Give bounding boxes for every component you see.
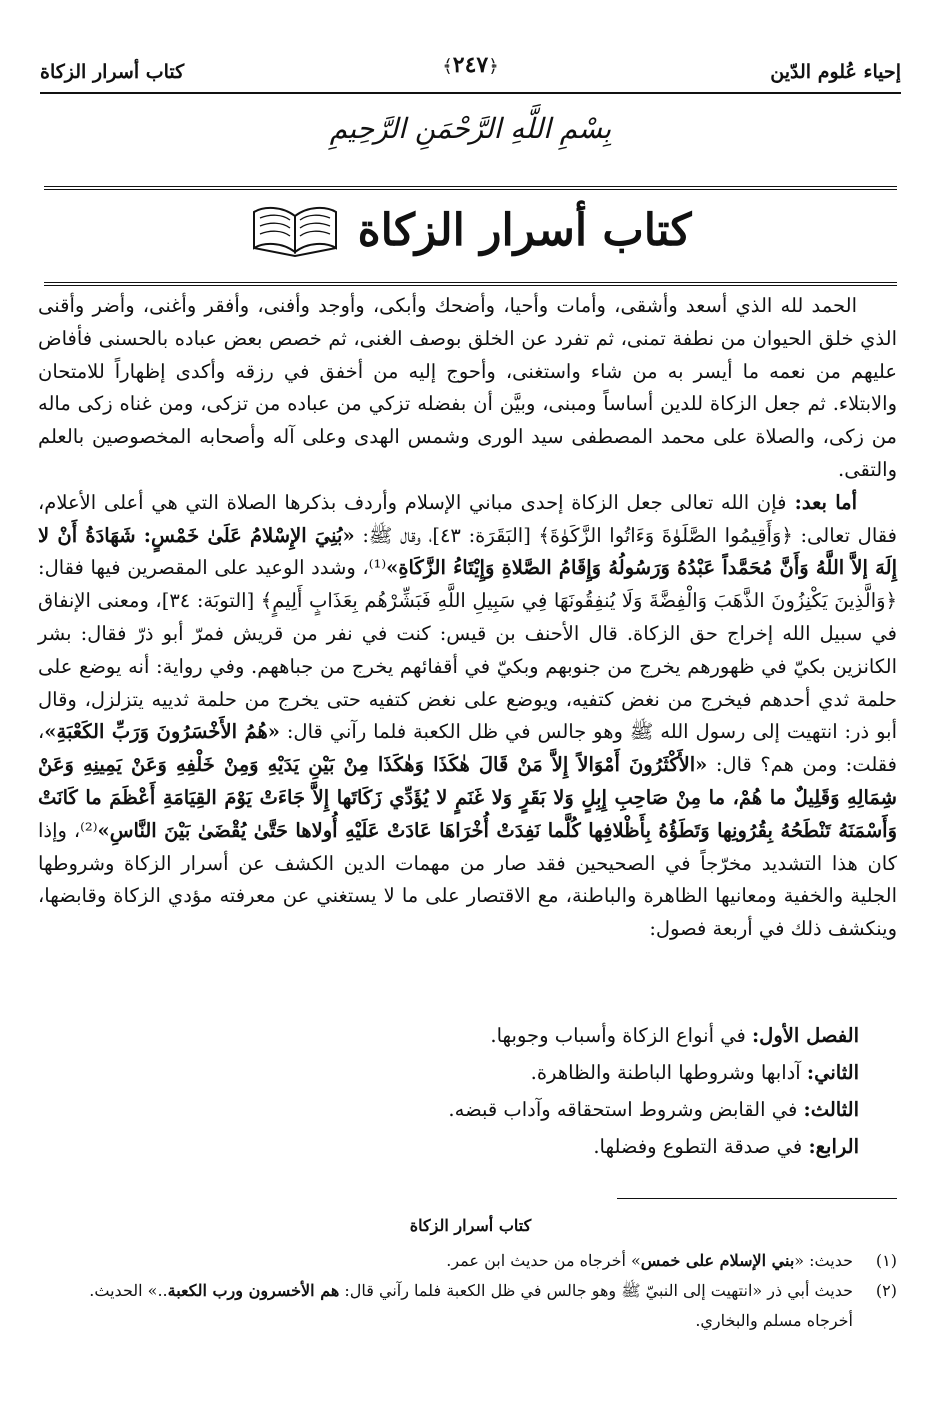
ornament-left-icon: ﴾	[442, 56, 453, 77]
sections-list	[448, 1017, 859, 1165]
page-header	[40, 52, 901, 92]
footnote-divider	[617, 1198, 897, 1199]
list-item: الفصل الأول: في أنواع الزكاة وأسباب وجوبها.	[490, 1024, 859, 1047]
paragraph-main: أما بعد: فإن الله تعالى جعل الزكاة إحدى مباني الإسلام وأردف بذكرها الصلاة التي هي أعلى الأعلام، فقال تعالى: ﴿وَأَقِيمُوا الصَّلَوٰةَ وَءَاتُوا الزَّكَوٰةَ﴾ [البَقَرَة: ٤٣]، وقال ﷺ: «بُنِيَ الإِسْلامُ عَلَىٰ خَمْسٍ: شَهَادَةُ أَنْ لا إِلَهَ إلاَّ اللَّهُ وَأَنَّ مُحَمَّداً عَبْدُهُ وَرَسُولُهُ وَإِقَامُ الصَّلاةِ وَإِيْتَاءُ الزَّكَاةِ»⁽¹⁾، وشدد الوعيد على المقصرين فيها فقال: ﴿وَالَّذِينَ يَكْنِزُونَ الذَّهَبَ وَالْفِضَّةَ وَلَا يُنفِقُونَهَا فِي سَبِيلِ اللَّهِ فَبَشِّرْهُم بِعَذَابٍ أَلِيمٍ﴾ [التوبَة: ٣٤]، ومعنى الإنفاق في سبيل الله إخراج حق الزكاة. قال الأحنف بن قيس: كنت في نفر من قريش فمرّ أبو ذرّ فقال: بشر الكانزين بكيّ في ظهورهم يخرج من جنوبهم وبكيّ في أقفائهم يخرج من جباههم. وفي رواية: أنه يوضع على حلمة ثدي أحدهم فيخرج من نغض كتفيه، ويوضع على نغض كتفيه حتى يخرج من حلمة ثدييه يتزلزل، وقال أبو ذر: انتهيت إلى رسول الله ﷺ وهو جالس في ظل الكعبة فلما رآني قال: «هُمُ الأَخْسَرُونَ وَرَبِّ الكَعْبَةِ»، فقلت: ومن هم؟ قال: «الأَكْثَرُونَ أَمْوَالاً إِلاَّ مَنْ قَالَ هٰكَذَا وَهٰكَذَا مِنْ بَيْنِ يَدَيْهِ وَمِنْ خَلْفِهِ وَعَنْ يَمِينِهِ وَعَنْ شِمَالِهِ وَقَلِيلٌ ما هُمْ، ما مِنْ صَاحِبِ إِبِلٍ وَلا بَقَرٍ وَلا غَنَمٍ لا يُؤَدِّي زَكَاتَها إِلاَّ جَاءَتْ يَوْمَ القِيَامَةِ أَعْظَمَ ما كَانَتْ وَأَسْمَنَهُ تَنْطَحُهُ بِقُرُونِها وَتَطَؤُهُ بِأَظْلافِها كُلَّما نَفِدَتْ أُخْرَاهَا عَادَتْ عَلَيْهِ أُولاها حَتَّىٰ يُقْضَىٰ بَيْنَ النَّاسِ»⁽²⁾، وإذا كان هذا التشديد مخرّجاً في الصحيحين فقد صار من مهمات الدين الكشف عن أسرار الزكاة وشروطها الجلية والخفية ومعانيها الظاهرة والباطنة، مع الاقتصار على ما لا يستغني عن معرفته مؤدي الزكاة وقابضها، وينكشف ذلك في أربعة فصول:	[38, 490, 897, 941]
book-title: إحياء عُلوم الدّين	[770, 61, 901, 83]
footnote-item: (١) حديث: «بني الإسلام على خمس» أخرجاه من حديث ابن عمر.	[446, 1251, 897, 1270]
footnote-item: (٢) حديث أبي ذر «انتهيت إلى النبيّ ﷺ وهو جالس في ظل الكعبة فلما رآني قال: هم الأخسرون ورب الكعبة..» الحديث. أخرجاه مسلم والبخاري.	[89, 1281, 897, 1330]
footnotes	[44, 1246, 897, 1336]
ornament-right-icon: ﴿	[488, 56, 499, 77]
chapter-title: كتاب أسرار الزكاة	[357, 204, 692, 256]
chapter-title-frame	[44, 186, 897, 286]
chapter-running-title: كتاب أسرار الزكاة	[40, 61, 185, 83]
page-number: ﴿٢٤٧﴾	[442, 52, 499, 78]
footnote-heading: كتاب أسرار الزكاة	[409, 1216, 532, 1235]
main-text	[38, 290, 897, 946]
basmala: بِسْمِ اللَّهِ الرَّحْمَنِ الرَّحِيمِ	[329, 112, 612, 145]
list-item: الرابع: في صدقة التطوع وفضلها.	[593, 1135, 859, 1158]
open-book-icon	[250, 202, 340, 258]
list-item: الثالث: في القابض وشروط استحقاقه وآداب قبضه.	[448, 1098, 859, 1121]
list-item: الثاني: آدابها وشروطها الباطنة والظاهرة.	[530, 1061, 859, 1084]
header-divider	[40, 92, 901, 94]
paragraph-praise: الحمد لله الذي أسعد وأشقى، وأمات وأحيا، وأضحك وأبكى، وأوجد وأفنى، وأفقر وأغنى، وأضر وأقنى الذي خلق الحيوان من نطفة تمنى، ثم تفرد عن الخلق بوصف الغنى، ثم خصص بعض عباده بالحسنى فأفاض عليهم من نعمه ما أيسر به من شاء واستغنى، وأحوج إليه من أخفق في رزقه وأكدى إظهاراً للامتحان والابتلاء. ثم جعل الزكاة للدين أساساً ومبنى، وبيَّن أن بفضله تزكي من عباده من تزكى، ومن غناه زكى ماله من زكى، والصلاة على محمد المصطفى سيد الورى وشمس الهدى وعلى آله وأصحابه المخصوصين بالعلم والتقى.	[38, 294, 897, 481]
